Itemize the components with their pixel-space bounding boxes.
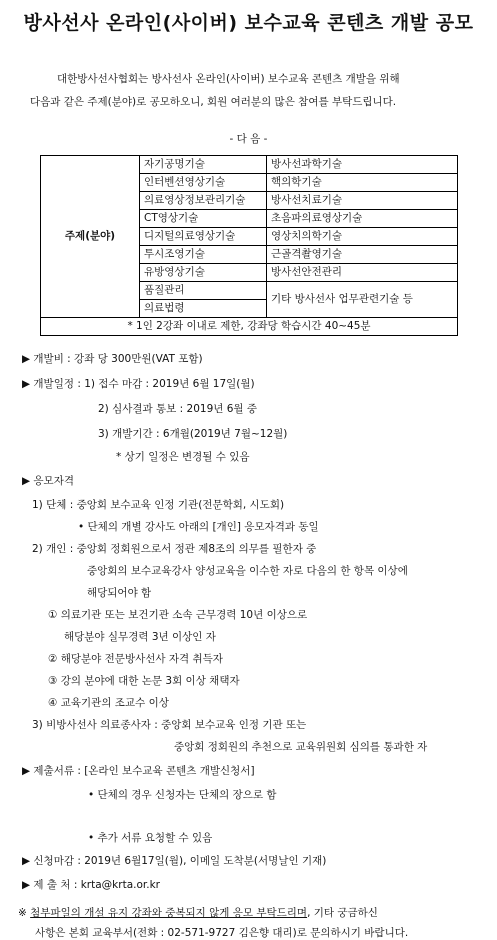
field-label: 주제(분야) (41, 156, 140, 318)
eligibility-line: 1) 단체 : 중앙회 보수교육 인정 기관(전문학회, 시도회) (32, 499, 285, 511)
documents-note: • 단체의 경우 신청자는 단체의 장으로 함 (88, 789, 277, 801)
eligibility-line: • 단체의 개별 강사도 아래의 [개인] 응모자격과 동일 (78, 521, 319, 533)
topic-cell: 투시조영기술 (140, 246, 267, 264)
topic-cell: 품질관리 (140, 282, 267, 300)
intro-line-2: 다음과 같은 주제(분야)로 공모하오니, 회원 여러분의 많은 참여를 부탁드립니다. (30, 96, 397, 108)
eligibility-line: ① 의료기관 또는 보건기관 소속 근무경력 10년 이상으로 (48, 609, 308, 621)
topic-cell: 의료영상정보관리기술 (140, 192, 267, 210)
eligibility-line: 3) 비방사선사 의료종사자 : 중앙회 보수교육 인정 기관 또는 (32, 719, 307, 731)
documents-line: ▶ 제출서류 : [온라인 보수교육 콘텐츠 개발신청서] (22, 765, 255, 777)
eligibility-line: ④ 교육기관의 조교수 이상 (48, 697, 169, 709)
intro-line-1: 대한방사선사협회는 방사선사 온라인(사이버) 보수교육 콘텐츠 개발을 위해 (57, 73, 400, 85)
eligibility-line: 해당분야 실무경력 3년 이상인 자 (64, 631, 216, 643)
topic-cell: 초음파의료영상기술 (267, 210, 458, 228)
topic-cell: 인터벤션영상기술 (140, 174, 267, 192)
cost-line: ▶ 개발비 : 강좌 당 300만원(VAT 포함) (22, 353, 203, 365)
deadline-line: ▶ 신청마감 : 2019년 6월17일(월), 이메일 도착분(서명날인 기재) (22, 855, 327, 867)
eligibility-line: 중앙회의 보수교육강사 양성교육을 이수한 자로 다음의 한 항목 이상에 (87, 565, 408, 577)
table-note: * 1인 2강좌 이내로 제한, 강좌당 학습시간 40~45분 (41, 318, 458, 336)
schedule-note: * 상기 일정은 변경될 수 있음 (116, 451, 250, 463)
eligibility-line: 중앙회 정회원의 추천으로 교육위원회 심의를 통과한 자 (174, 741, 428, 753)
topic-cell: CT영상기술 (140, 210, 267, 228)
topic-cell: 의료법령 (140, 300, 267, 318)
eligibility-line: 해당되어야 함 (87, 587, 152, 599)
topic-cell: 방사선치료기술 (267, 192, 458, 210)
schedule-line-1: ▶ 개발일정 : 1) 접수 마감 : 2019년 6월 17일(월) (22, 378, 255, 390)
footer-line-2: 사항은 본회 교육부서(전화 : 02-571-9727 김은향 대리)로 문의하시기 바랍니다. (35, 927, 409, 939)
topic-cell: 디지털의료영상기술 (140, 228, 267, 246)
footer-underlined-text: 첨부파일의 개설 유지 강좌와 중복되지 않게 응모 부탁드리며 (30, 907, 308, 919)
schedule-line-3: 3) 개발기간 : 6개월(2019년 7월~12월) (98, 428, 288, 440)
topic-table (40, 155, 458, 336)
topic-cell: 핵의학기술 (267, 174, 458, 192)
topic-cell: 유방영상기술 (140, 264, 267, 282)
topic-cell: 방사선안전관리 (267, 264, 458, 282)
topic-cell: 영상치의학기술 (267, 228, 458, 246)
footer-line-1 (18, 905, 378, 920)
footer-mark: ※ (18, 907, 31, 919)
footer-rest-text: , 기타 궁금하신 (307, 907, 378, 919)
eligibility-line: ③ 강의 분야에 대한 논문 3회 이상 채택자 (48, 675, 240, 687)
separator-heading: - 다 음 - (229, 133, 268, 145)
topic-cell: 근골격촬영기술 (267, 246, 458, 264)
eligibility-line: ② 해당분야 전문방사선사 자격 취득자 (48, 653, 223, 665)
eligibility-line: 2) 개인 : 중앙회 정회원으로서 정관 제8조의 의무를 필한자 중 (32, 543, 317, 555)
topic-cell: 자기공명기술 (140, 156, 267, 174)
eligibility-header: ▶ 응모자격 (22, 475, 74, 487)
documents-note: • 추가 서류 요청할 수 있음 (88, 832, 213, 844)
topic-cell: 방사선과학기술 (267, 156, 458, 174)
schedule-line-2: 2) 심사결과 통보 : 2019년 6월 중 (98, 403, 258, 415)
topic-cell-merged: 기타 방사선사 업무관련기술 등 (267, 282, 458, 318)
page-title: 방사선사 온라인(사이버) 보수교육 콘텐츠 개발 공모 (23, 12, 474, 34)
submit-line: ▶ 제 출 처 : krta@krta.or.kr (22, 879, 160, 891)
